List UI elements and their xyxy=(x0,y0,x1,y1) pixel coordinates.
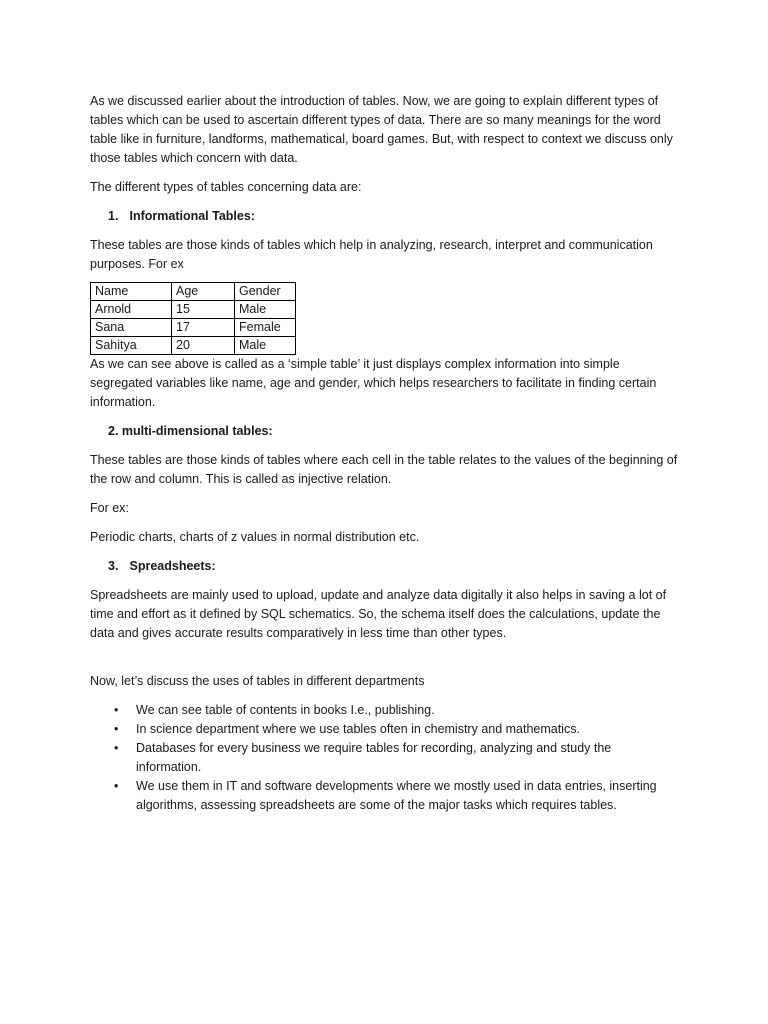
section2-description: These tables are those kinds of tables where each cell in the table relates to the values of the beginning of the row and column. This is called as injective relation. xyxy=(90,453,678,486)
section2-heading: 2. multi-dimensional tables: xyxy=(108,424,273,438)
table-row xyxy=(91,301,296,319)
table-header-cell: Gender xyxy=(235,283,296,301)
uses-list xyxy=(90,701,680,815)
table-cell: Arnold xyxy=(91,301,172,319)
table-header-cell: Age xyxy=(172,283,235,301)
table-header-row xyxy=(91,283,296,301)
table-cell: Female xyxy=(235,319,296,337)
section2-examples: Periodic charts, charts of z values in normal distribution etc. xyxy=(90,530,420,544)
spacer xyxy=(90,653,680,672)
section3-title: Spreadsheets: xyxy=(129,559,216,573)
table-cell: Male xyxy=(235,337,296,355)
table-cell: Sana xyxy=(91,319,172,337)
list-item xyxy=(90,777,680,815)
types-intro: The different types of tables concerning data are: xyxy=(90,180,362,194)
table-cell: 20 xyxy=(172,337,235,355)
table-row xyxy=(91,337,296,355)
table-cell: 15 xyxy=(172,301,235,319)
section1-description: These tables are those kinds of tables which help in analyzing, research, interpret and communication purposes. For ex xyxy=(90,238,653,271)
bullet-icon: • xyxy=(114,779,119,793)
section3-number: 3. xyxy=(108,559,119,573)
section1-number: 1. xyxy=(108,209,119,223)
table-row xyxy=(91,319,296,337)
section2-for-ex: For ex: xyxy=(90,501,129,515)
table-cell: 17 xyxy=(172,319,235,337)
list-item xyxy=(90,720,680,739)
bullet-icon: • xyxy=(114,703,119,717)
table-cell: Male xyxy=(235,301,296,319)
list-item xyxy=(90,739,680,777)
bullet-icon: • xyxy=(114,722,119,736)
table-cell: Sahitya xyxy=(91,337,172,355)
section3-heading xyxy=(90,557,680,576)
list-item xyxy=(90,701,680,720)
informational-table xyxy=(90,282,296,355)
section3-description: Spreadsheets are mainly used to upload, update and analyze data digitally it also helps in saving a lot of time and effort as it defined by SQL schematics. So, the schema itself does the calculations, update the data and gives accurate results comparatively in less time than other types. xyxy=(90,588,667,640)
intro-paragraph: As we discussed earlier about the introduction of tables. Now, we are going to explain different types of tables which can be used to ascertain different types of data. There are so many meanings for the word table like in furniture, landforms, mathematical, board games. But, with respect to context we discuss only those tables which concern with data. xyxy=(90,94,673,165)
section1-title: Informational Tables: xyxy=(129,209,255,223)
list-item-text: Databases for every business we require tables for recording, analyzing and study the information. xyxy=(136,741,612,774)
table-header-cell: Name xyxy=(91,283,172,301)
list-item-text: We use them in IT and software developments where we mostly used in data entries, inserting algorithms, assessing spreadsheets are some of the major tasks which requires tables. xyxy=(136,779,657,812)
document-page xyxy=(90,92,680,815)
section1-explanation: As we can see above is called as a ‘simple table’ it just displays complex information into simple segregated variables like name, age and gender, which helps researchers to facilitate in finding certain information. xyxy=(90,357,657,409)
bullet-icon: • xyxy=(114,741,119,755)
uses-intro: Now, let’s discuss the uses of tables in different departments xyxy=(90,674,425,688)
section1-heading xyxy=(90,207,680,226)
list-item-text: In science department where we use tables often in chemistry and mathematics. xyxy=(136,722,580,736)
list-item-text: We can see table of contents in books I.e., publishing. xyxy=(136,703,435,717)
